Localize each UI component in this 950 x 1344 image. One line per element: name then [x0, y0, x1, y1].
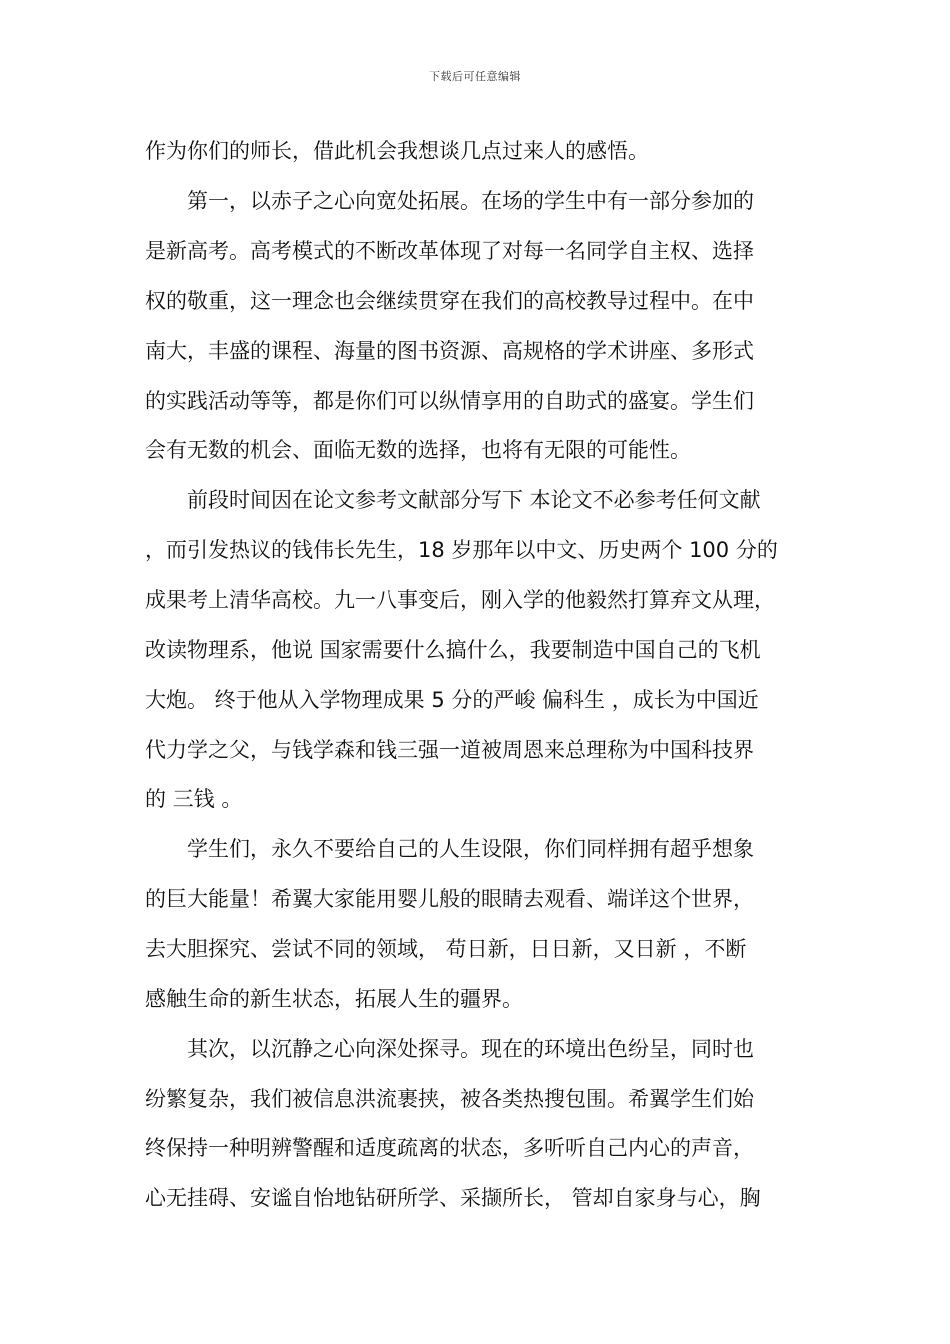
text-line: 的 三钱 。: [145, 787, 243, 811]
text-line: 去大胆探究、尝试不同的领域， 苟日新，日日新，又日新 ，不断: [145, 937, 747, 961]
text-line: 作为你们的师长，借此机会我想谈几点过来人的感悟。: [145, 139, 649, 163]
text-line: 心无挂碍、安谧自怡地钻研所学、采撷所长， 管却自家身与心，胸: [145, 1186, 761, 1210]
page-header: 下载后可任意编辑: [429, 70, 521, 83]
text-line: 是新高考。高考模式的不断改革体现了对每一名同学自主权、选择: [145, 239, 754, 263]
text-line: 纷繁复杂，我们被信息洪流裹挟，被各类热搜包围。希翼学生们始: [145, 1087, 754, 1111]
text-line: 的实践活动等等，都是你们可以纵情享用的自助式的盛宴。学生们: [145, 389, 754, 413]
text-line: 改读物理系，他说 国家需要什么搞什么，我要制造中国自己的飞机: [145, 638, 761, 662]
text-line: ，而引发热议的钱伟长先生，18 岁那年以中文、历史两个 100 分的: [145, 538, 778, 562]
text-line: 成果考上清华高校。九一八事变后，刚入学的他毅然打算弃文从理，: [145, 588, 775, 612]
text-line: 权的敬重，这一理念也会继续贯穿在我们的高校教导过程中。在中: [145, 289, 754, 313]
text-line: 会有无数的机会、面临无数的选择，也将有无限的可能性。: [145, 438, 691, 462]
text-line: 第一，以赤子之心向宽处拓展。在场的学生中有一部分参加的: [145, 189, 754, 213]
text-line: 学生们，永久不要给自己的人生设限，你们同样拥有超乎想象: [145, 837, 754, 861]
text-line: 大炮。 终于他从入学物理成果 5 分的严峻 偏科生 ，成长为中国近: [145, 688, 759, 712]
text-line: 的巨大能量！希翼大家能用婴儿般的眼睛去观看、端详这个世界，: [145, 887, 754, 911]
text-line: 代力学之父，与钱学森和钱三强一道被周恩来总理称为中国科技界: [145, 738, 754, 762]
text-line: 其次，以沉静之心向深处探寻。现在的环境出色纷呈，同时也: [145, 1037, 754, 1061]
text-line: 前段时间因在论文参考文献部分写下 本论文不必参考任何文献: [145, 488, 761, 512]
text-line: 南大，丰盛的课程、海量的图书资源、高规格的学术讲座、多形式: [145, 339, 754, 363]
text-line: 感触生命的新生状态，拓展人生的疆界。: [145, 987, 523, 1011]
text-line: 终保持一种明辨警醒和适度疏离的状态，多听听自己内心的声音，: [145, 1136, 754, 1160]
